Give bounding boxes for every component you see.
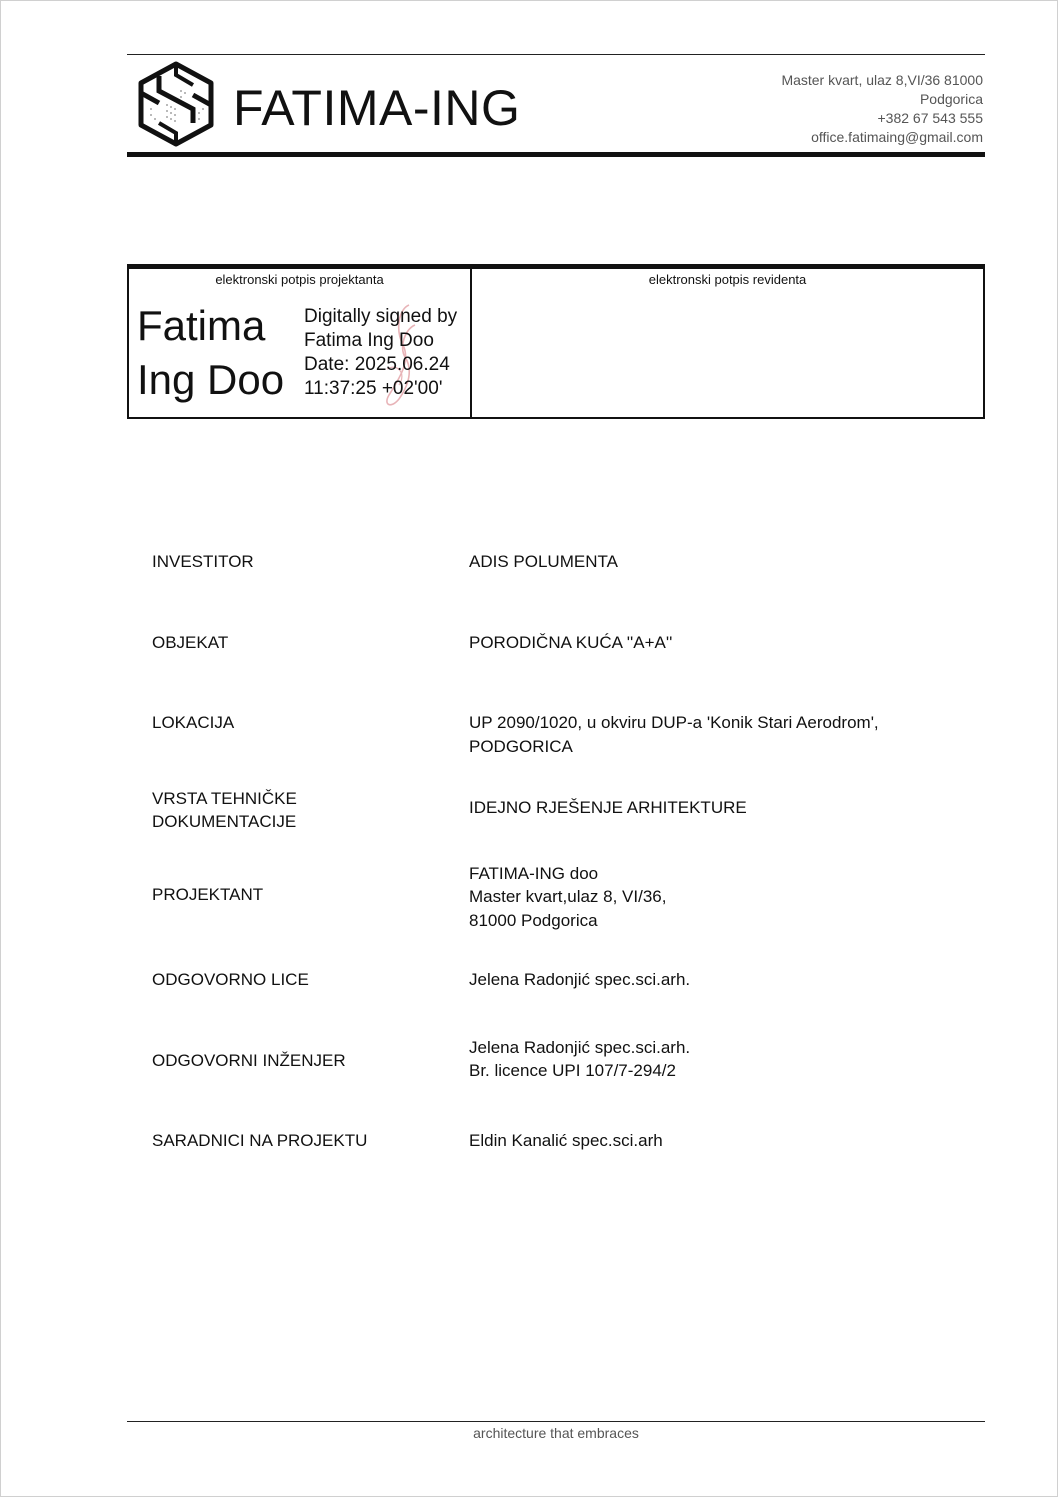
contact-phone: +382 67 543 555 <box>877 110 983 126</box>
brand-name: FATIMA-ING <box>233 80 521 136</box>
signature-detail-line4: 11:37:25 +02'00' <box>304 378 443 399</box>
objekat-value: PORODIČNA KUĆA ''A+A'' <box>469 633 673 652</box>
signer-name-line2: Ing Doo <box>137 356 285 403</box>
signature-detail-line1: Digitally signed by <box>304 306 458 327</box>
odgovorni-inzenjer-label: ODGOVORNI INŽENJER <box>152 1051 346 1070</box>
projektant-label: PROJEKTANT <box>152 885 264 904</box>
designer-signature-label: elektronski potpis projektanta <box>215 272 384 287</box>
projektant-value-line2: Master kvart,ulaz 8, VI/36, <box>469 887 667 906</box>
odgovorno-lice-value: Jelena Radonjić spec.sci.arh. <box>469 970 691 989</box>
lokacija-value-line2: PODGORICA <box>469 737 573 756</box>
signature-detail-line3: Date: 2025.06.24 <box>304 354 450 375</box>
projektant-value-line3: 81000 Podgorica <box>469 911 598 930</box>
signer-name-line1: Fatima <box>137 302 266 349</box>
contact-address: Master kvart, ulaz 8,VI/36 81000 <box>781 72 983 88</box>
objekat-label: OBJEKAT <box>152 633 229 652</box>
investitor-value: ADIS POLUMENTA <box>469 552 618 571</box>
footer-rule <box>127 1421 985 1422</box>
signer-name <box>137 299 284 407</box>
vrsta-label-line2: DOKUMENTACIJE <box>152 812 297 831</box>
cube-logo-icon <box>137 61 215 147</box>
odgovorno-lice-label: ODGOVORNO LICE <box>152 970 309 989</box>
lokacija-label: LOKACIJA <box>152 713 235 732</box>
reviewer-signature-cell[interactable] <box>472 269 983 417</box>
footer-tagline: architecture that embraces <box>473 1425 639 1441</box>
header-top-rule <box>127 54 985 55</box>
contact-email[interactable]: office.fatimaing@gmail.com <box>811 129 983 145</box>
odgovorni-inzenjer-value-line2: Br. licence UPI 107/7-294/2 <box>469 1061 676 1080</box>
contact-block <box>683 71 983 147</box>
signature-detail-line2: Fatima Ing Doo <box>304 330 434 351</box>
header-bottom-rule <box>127 152 985 157</box>
reviewer-signature-label: elektronski potpis revidenta <box>648 272 807 287</box>
lokacija-value-line1: UP 2090/1020, u okviru DUP-a 'Konik Stari Aerodrom', <box>469 713 879 732</box>
signature-details <box>304 305 457 401</box>
contact-city: Podgorica <box>919 91 983 107</box>
vrsta-label-line1: VRSTA TEHNIČKE <box>152 789 297 808</box>
vrsta-value: IDEJNO RJEŠENJE ARHITEKTURE <box>469 798 747 817</box>
odgovorni-inzenjer-value-line1: Jelena Radonjić spec.sci.arh. <box>469 1038 691 1057</box>
saradnici-value: Eldin Kanalić spec.sci.arh <box>469 1131 663 1150</box>
designer-signature-cell[interactable] <box>129 269 472 417</box>
signature-table <box>127 264 985 419</box>
saradnici-label: SARADNICI NA PROJEKTU <box>152 1131 368 1150</box>
investitor-label: INVESTITOR <box>152 552 254 571</box>
projektant-value-line1: FATIMA-ING doo <box>469 864 599 883</box>
